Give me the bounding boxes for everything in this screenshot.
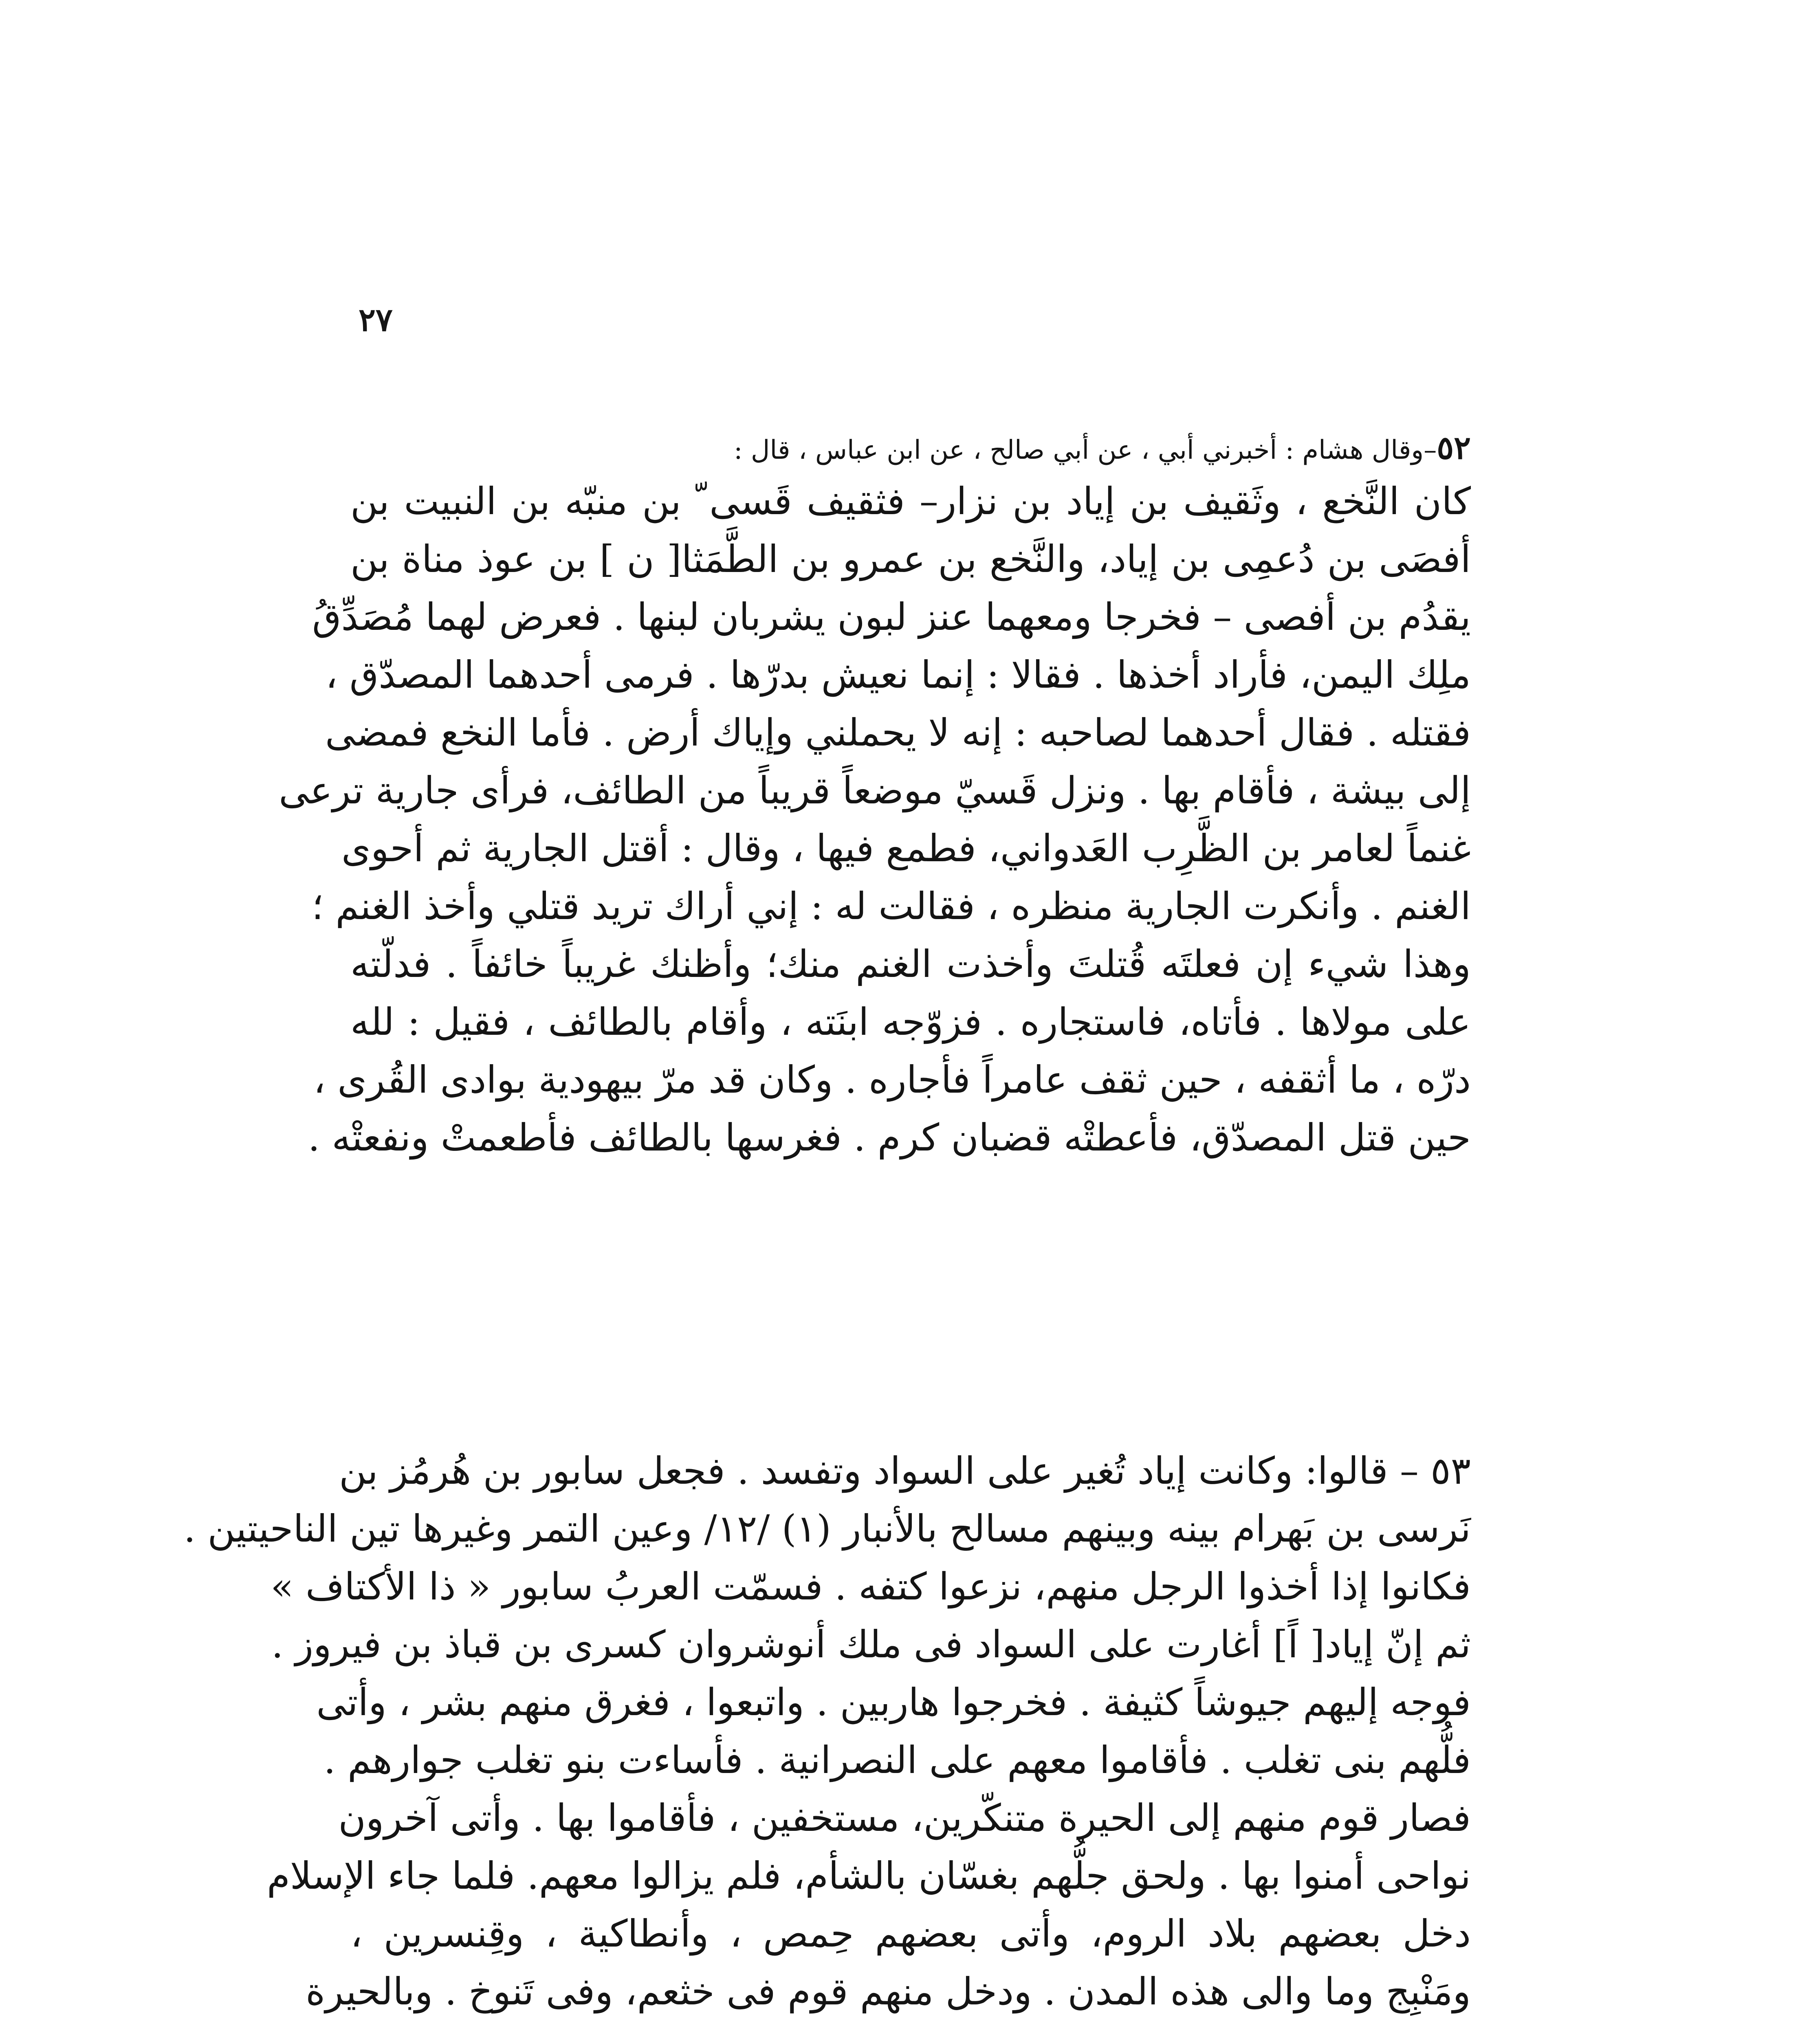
paragraph-line: غنماً لعامر بن الظَّرِب العَدواني، فطمع فيها ، وقال : أقتل الجارية ثم أحوى [341,827,1471,870]
paragraph-line: نواحى أمنوا بها . ولحق جلُّهم بغسّان بالشأم، فلم يزالوا معهم. فلما جاء الإسلام [266,1854,1471,1898]
paragraph-line: كان النَّخع ، وثَقيف بن إياد بن نزار– فثقيف قَسى ّ بن منبّه بن النبيت بن [350,480,1471,523]
section-52 [279,424,1471,1167]
section-heading-text: –وقال هشام : أخبرني أبي ، عن أبي صالح ، عن ابن عباس ، قال : [733,435,1437,465]
paragraph-line: فصار قوم منهم إلى الحيرة متنكّرين، مستخفين ، فأقاموا بها . وأتى آخرون [338,1796,1471,1840]
page-number: ٢٧ [359,301,393,339]
paragraph-line: ثم إنّ إياد[ اً] أغارت على السواد فى ملك أنوشروان كسرى بن قباذ بن فيروز . [271,1623,1471,1666]
section-53 [183,1442,1471,2021]
paragraph-line: ومَنْبِج وما والى هذه المدن . ودخل منهم قوم فى خثعم، وفى تَنوخ . وبالحيرة [306,1970,1471,2013]
paragraph-line: فقتله . فقال أحدهما لصاحبه : إنه لا يحملني وإياك أرض . فأما النخع فمضى [325,711,1471,755]
paragraph-line: الغنم . وأنكرت الجارية منظره ، فقالت له : إني أراك تريد قتلي وأخذ الغنم ؛ [311,884,1471,928]
paragraph-line: أفصَى بن دُعمِى بن إياد، والنَّخع بن عمرو بن الطَّمَثا[ ن ] بن عوذ مناة بن [350,537,1471,581]
paragraph-line: وهذا شيء إن فعلتَه قُتلتَ وأخذت الغنم منك؛ وأظنك غريباً خائفاً . فدلّته [350,942,1471,986]
paragraph-line: ملِك اليمن، فأراد أخذها . فقالا : إنما نعيش بدرّها . فرمى أحدهما المصدّق ، [325,653,1471,697]
paragraph-line: يقدُم بن أفصى – فخرجا ومعهما عنز لبون يشربان لبنها . فعرض لهما مُصَدِّقُ [312,595,1471,639]
paragraph-line: على مولاها . فأتاه، فاستجاره . فزوّجه ابنَته ، وأقام بالطائف ، فقيل : لله [350,1000,1471,1044]
paragraph-line: فوجه إليهم جيوشاً كثيفة . فخرجوا هاربين . واتبعوا ، فغرق منهم بشر ، وأتى [316,1681,1471,1724]
paragraph-line: فكانوا إذا أخذوا الرجل منهم، نزعوا كتفه . فسمّت العربُ سابور « ذا الأكتاف » [271,1565,1471,1608]
paragraph-line: درّه ، ما أثقفه ، حين ثقف عامراً فأجاره . وكان قد مرّ بيهودية بوادى القُرى ، [313,1058,1471,1102]
paragraph-line: فلُّهم بنى تغلب . فأقاموا معهم على النصرانية . فأساءت بنو تغلب جوارهم . [324,1738,1471,1782]
section-heading [350,424,1471,473]
paragraph-line: إلى بيشة ، فأقام بها . ونزل قَسيّ موضعاً قريباً من الطائف، فرأى جارية ترعى [279,769,1471,812]
paragraph-line: ٥٣ – قالوا: وكانت إياد تُغير على السواد وتفسد . فجعل سابور بن هُرمُز بن [339,1449,1471,1493]
section-number: ٥٢ [1437,429,1471,466]
paragraph-line: دخل بعضهم بلاد الروم، وأتى بعضهم حِمص ، وأنطاكية ، وقِنسرين ، [350,1912,1471,1956]
paragraph-line: نَرسى بن بَهرام بينه وبينهم مسالح بالأنبار (١) /١٢/ وعين التمر وغيرها تين الناحيتين . [183,1507,1471,1551]
paragraph-line: حين قتل المصدّق، فأعطتْه قضبان كرم . فغرسها بالطائف فأطعمتْ ونفعتْه . [308,1116,1471,1159]
